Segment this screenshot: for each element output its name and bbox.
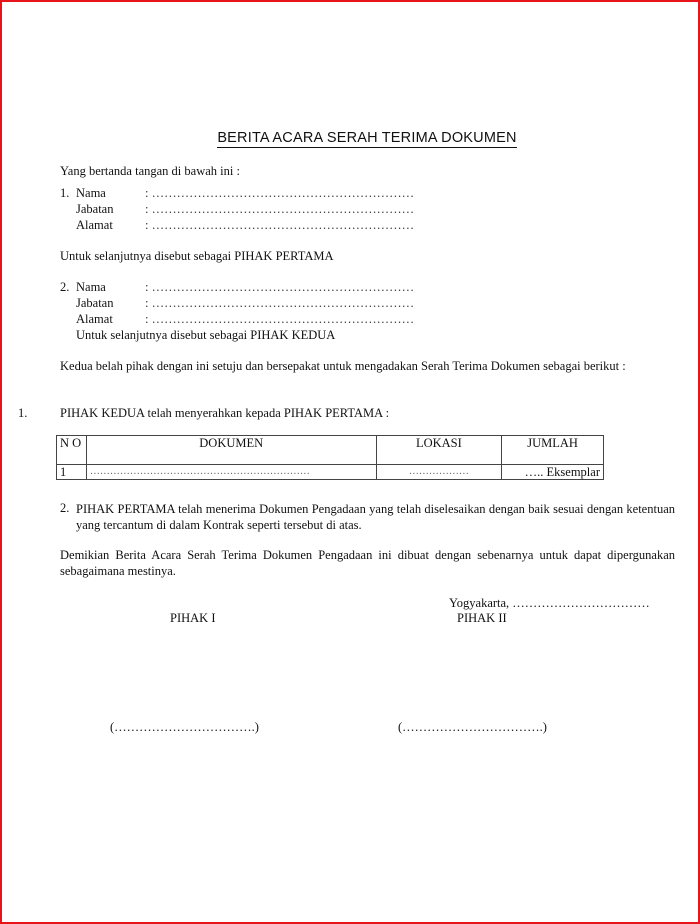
party1-designation: Untuk selanjutnya disebut sebagai PIHAK PERTAMA xyxy=(60,249,334,263)
party1-name-value: : ……………………………………………………… xyxy=(145,186,415,200)
sign2-label: PIHAK II xyxy=(457,611,507,625)
party2-alamat-value: : ……………………………………………………… xyxy=(145,312,415,326)
item2-number: 2. xyxy=(60,501,70,515)
cell-no: 1 xyxy=(57,465,87,480)
party1-name-label: Nama xyxy=(76,186,106,200)
sign1-label: PIHAK I xyxy=(170,611,216,625)
sign1-line: (…………………………….) xyxy=(110,720,259,734)
table-header-row xyxy=(57,436,604,465)
party2-name-value: : ……………………………………………………… xyxy=(145,280,415,294)
party2-jabatan-label: Jabatan xyxy=(76,296,114,310)
header-jumlah: JUMLAH xyxy=(502,436,604,465)
party1-alamat-value: : ……………………………………………………… xyxy=(145,218,415,232)
party2-alamat-label: Alamat xyxy=(76,312,113,326)
party2-jabatan-value: : ……………………………………………………… xyxy=(145,296,415,310)
cell-lokasi xyxy=(376,465,502,480)
cell-dokumen xyxy=(86,465,376,480)
party1-number: 1. xyxy=(60,186,70,200)
item1-text: PIHAK KEDUA telah menyerahkan kepada PIHAK PERTAMA : xyxy=(60,406,390,420)
header-no: N O xyxy=(57,436,87,465)
document-table xyxy=(56,435,604,480)
table-row xyxy=(57,465,604,480)
sign2-line: (…………………………….) xyxy=(398,720,547,734)
party2-name-label: Nama xyxy=(76,280,106,294)
party1-jabatan-label: Jabatan xyxy=(76,202,114,216)
party2-designation: Untuk selanjutnya disebut sebagai PIHAK KEDUA xyxy=(76,328,336,342)
closing-paragraph: Demikian Berita Acara Serah Terima Dokumen Pengadaan ini dibuat dengan sebenarnya untuk dapat dipergunakan sebagaimana mestinya. xyxy=(60,548,675,578)
cell-jumlah: ….. Eksemplar xyxy=(502,465,604,480)
item2-text: PIHAK PERTAMA telah menerima Dokumen Pengadaan yang telah diselesaikan dengan baik sesuai dengan ketentuan yang tercantum di dalam Kontrak seperti tersebut di atas. xyxy=(76,502,675,532)
party2-number: 2. xyxy=(60,280,70,294)
header-dokumen: DOKUMEN xyxy=(86,436,376,465)
party1-alamat-label: Alamat xyxy=(76,218,113,232)
header-lokasi: LOKASI xyxy=(376,436,502,465)
cell-dokumen-value: ………………………………………………………… xyxy=(89,466,310,477)
cell-lokasi-value: ……………… xyxy=(408,466,469,477)
document-title: BERITA ACARA SERAH TERIMA DOKUMEN xyxy=(217,130,517,146)
item1-number: 1. xyxy=(18,406,28,420)
intro-text: Yang bertanda tangan di bawah ini : xyxy=(60,164,240,178)
party1-jabatan-value: : ……………………………………………………… xyxy=(145,202,415,216)
agreement-paragraph: Kedua belah pihak dengan ini setuju dan bersepakat untuk mengadakan Serah Terima Dokumen sebagai berikut : xyxy=(60,359,626,373)
place-date: Yogyakarta, …………………………… xyxy=(449,596,650,610)
